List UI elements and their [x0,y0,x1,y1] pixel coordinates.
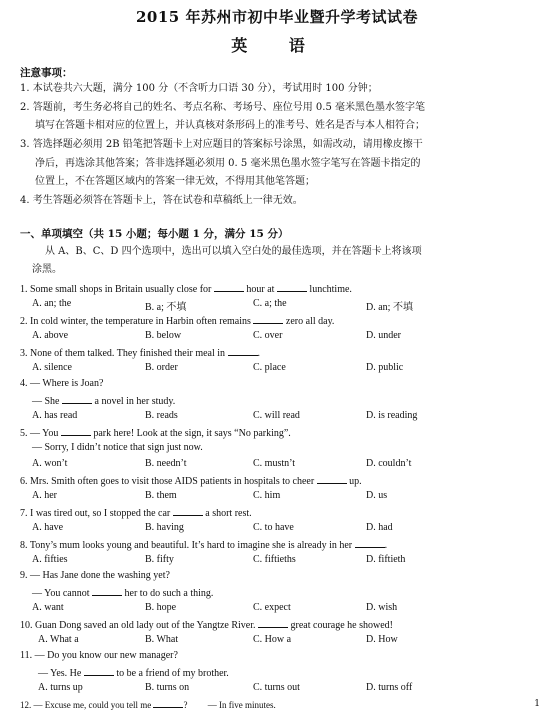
notice-item: 3. 答选择题必须用 2B 铅笔把答题卡上对应题目的答案标号涂黑，如需改动，请用橡皮擦干 [20,139,423,150]
question-text: 8. Tony’s mum looks young and beautiful. It’s hard to imagine she is already in her [20,540,355,551]
option-a: A. won’t [32,458,68,469]
option-b: B. needn’t [145,458,187,469]
option-a: A. What a [38,634,79,645]
question-text: park here! Look at the sign, it says “No parking”. [90,428,291,439]
question-6 [20,474,545,487]
option-a: A. turns up [38,682,83,693]
option-d: D. had [366,522,393,533]
option-b: B. order [145,362,178,373]
option-c: C. over [253,330,283,341]
option-d: D. couldn’t [366,458,412,469]
option-d: D. How [366,634,398,645]
option-a: A. above [32,330,69,341]
question-text: 1. Some small shops in Britain usually close for [20,284,214,295]
option-b: B. hope [145,602,177,613]
question-text: up. [346,476,362,487]
question-text: lunchtime. [306,284,352,295]
option-c: C. fiftieths [253,554,296,565]
question-3 [20,346,545,359]
page-number: 1 [534,699,540,709]
question-text: a novel in her study. [92,396,176,407]
option-a: A. fifties [32,554,68,565]
option-d: D. is reading [366,410,418,421]
question-text: 5. — You [20,428,61,439]
question-text: — She [32,396,62,407]
question-4-reply [32,394,554,407]
answer-blank [277,282,307,292]
question-7 [20,506,545,519]
answer-blank [173,506,203,516]
subject-title: 英 语 [231,36,323,55]
answer-blank [228,346,258,356]
answer-blank [62,394,92,404]
option-c: C. How a [253,634,292,645]
option-b: B. a; 不填 [145,302,187,313]
question-text: 2. In cold winter, the temperature in Harbin often remains [20,316,254,327]
question-text: her to do such a thing. [122,588,214,599]
option-c: C. to have [253,522,294,533]
question-11: 11. — Do you know our new manager? [20,650,178,661]
answer-blank [84,666,114,676]
option-c: C. expect [253,602,291,613]
option-a: A. her [32,490,57,501]
section-heading: 一、单项填空（共 15 小题；每小题 1 分，满分 15 分） [20,228,289,240]
question-2 [20,314,545,327]
option-a: A. have [32,522,64,533]
question-text: 3. None of them talked. They finished their meal in [20,348,228,359]
option-d: D. fiftieth [366,554,406,565]
option-b: B. What [145,634,179,645]
question-text: great courage he showed! [288,620,393,631]
question-text: to be a friend of my brother. [113,668,229,679]
question-text: . [257,348,261,359]
question-text: 10. Guan Dong saved an old lady out of the Yangtze River. [20,620,259,631]
exam-title: 2015 年苏州市初中毕业暨升学考试试卷 [136,8,418,26]
notice-item: 净后，再选涂其他答案；答非选择题必须用 0. 5 毫米黑色墨水签字笔写在答题卡指定的 [35,158,421,169]
answer-blank [253,314,283,324]
section-instruction: 从 A、B、C、D 四个选项中，选出可以填入空白处的最佳选项，并在答题卡上将该项 [45,246,422,257]
answer-blank [214,282,244,292]
option-a: A. has read [32,410,78,421]
section-instruction: 涂黑。 [32,264,62,275]
option-c: C. him [253,490,281,501]
question-5-reply: — Sorry, I didn’t notice that sign just now. [32,442,203,453]
notice-item: 位置上，不在答题区域内的答案一律无效，不得用其他笔答题； [35,176,315,187]
option-b: B. fifty [145,554,174,565]
question-5 [20,426,545,439]
notice-item: 2. 答题前，考生务必将自己的姓名、考点名称、考场号、座位号用 0.5 毫米黑色墨水签字笔 [20,102,425,113]
option-c: C. a; the [253,298,287,309]
question-text: — You cannot [32,588,93,599]
answer-blank [258,618,288,628]
question-text: hour at [243,284,277,295]
notice-item: 填写在答题卡相对应的位置上，并认真核对条形码上的准考号、姓名是否与本人相符合； [35,120,425,131]
answer-blank [355,538,385,548]
option-d: D. an; 不填 [366,302,413,313]
question-9: 9. — Has Jane done the washing yet? [20,570,170,581]
question-text: ? [183,700,188,710]
option-d: D. us [366,490,388,501]
question-1 [20,282,545,295]
answer-blank [153,698,183,708]
notice-heading: 注意事项： [20,67,73,79]
option-c: C. mustn’t [253,458,296,469]
question-8 [20,538,545,551]
question-text: zero all day. [283,316,335,327]
option-c: C. will read [253,410,300,421]
question-11-reply [38,666,554,679]
option-a: A. an; the [32,298,72,309]
option-b: B. turns on [145,682,190,693]
option-b: B. having [145,522,184,533]
question-text: . [384,540,388,551]
notice-item: 1. 本试卷共六大题，满分 100 分（不含听力口语 30 分），考试用时 100 分钟； [20,83,378,94]
notice-item: 4. 考生答题必须答在答题卡上，答在试卷和草稿纸上一律无效。 [20,195,303,206]
question-text: — Yes. He [38,668,84,679]
question-text: 12. — Excuse me, could you tell me [20,700,154,710]
option-d: D. turns off [366,682,413,693]
answer-blank [61,426,91,436]
option-b: B. below [145,330,182,341]
question-10 [20,618,545,631]
option-a: A. want [32,602,64,613]
option-b: B. reads [145,410,178,421]
option-b: B. them [145,490,177,501]
question-text: 7. I was tired out, so I stopped the car [20,508,173,519]
option-c: C. place [253,362,286,373]
question-text: a short rest. [202,508,252,519]
question-4: 4. — Where is Joan? [20,378,104,389]
answer-blank [317,474,347,484]
question-12-reply: — In five minutes. [207,700,276,710]
option-d: D. wish [366,602,398,613]
answer-blank [92,586,122,596]
option-c: C. turns out [253,682,300,693]
question-text: 6. Mrs. Smith often goes to visit those AIDS patients in hospitals to cheer [20,476,317,487]
question-9-reply [32,586,554,599]
option-a: A. silence [32,362,72,373]
option-d: D. public [366,362,404,373]
option-d: D. under [366,330,401,341]
